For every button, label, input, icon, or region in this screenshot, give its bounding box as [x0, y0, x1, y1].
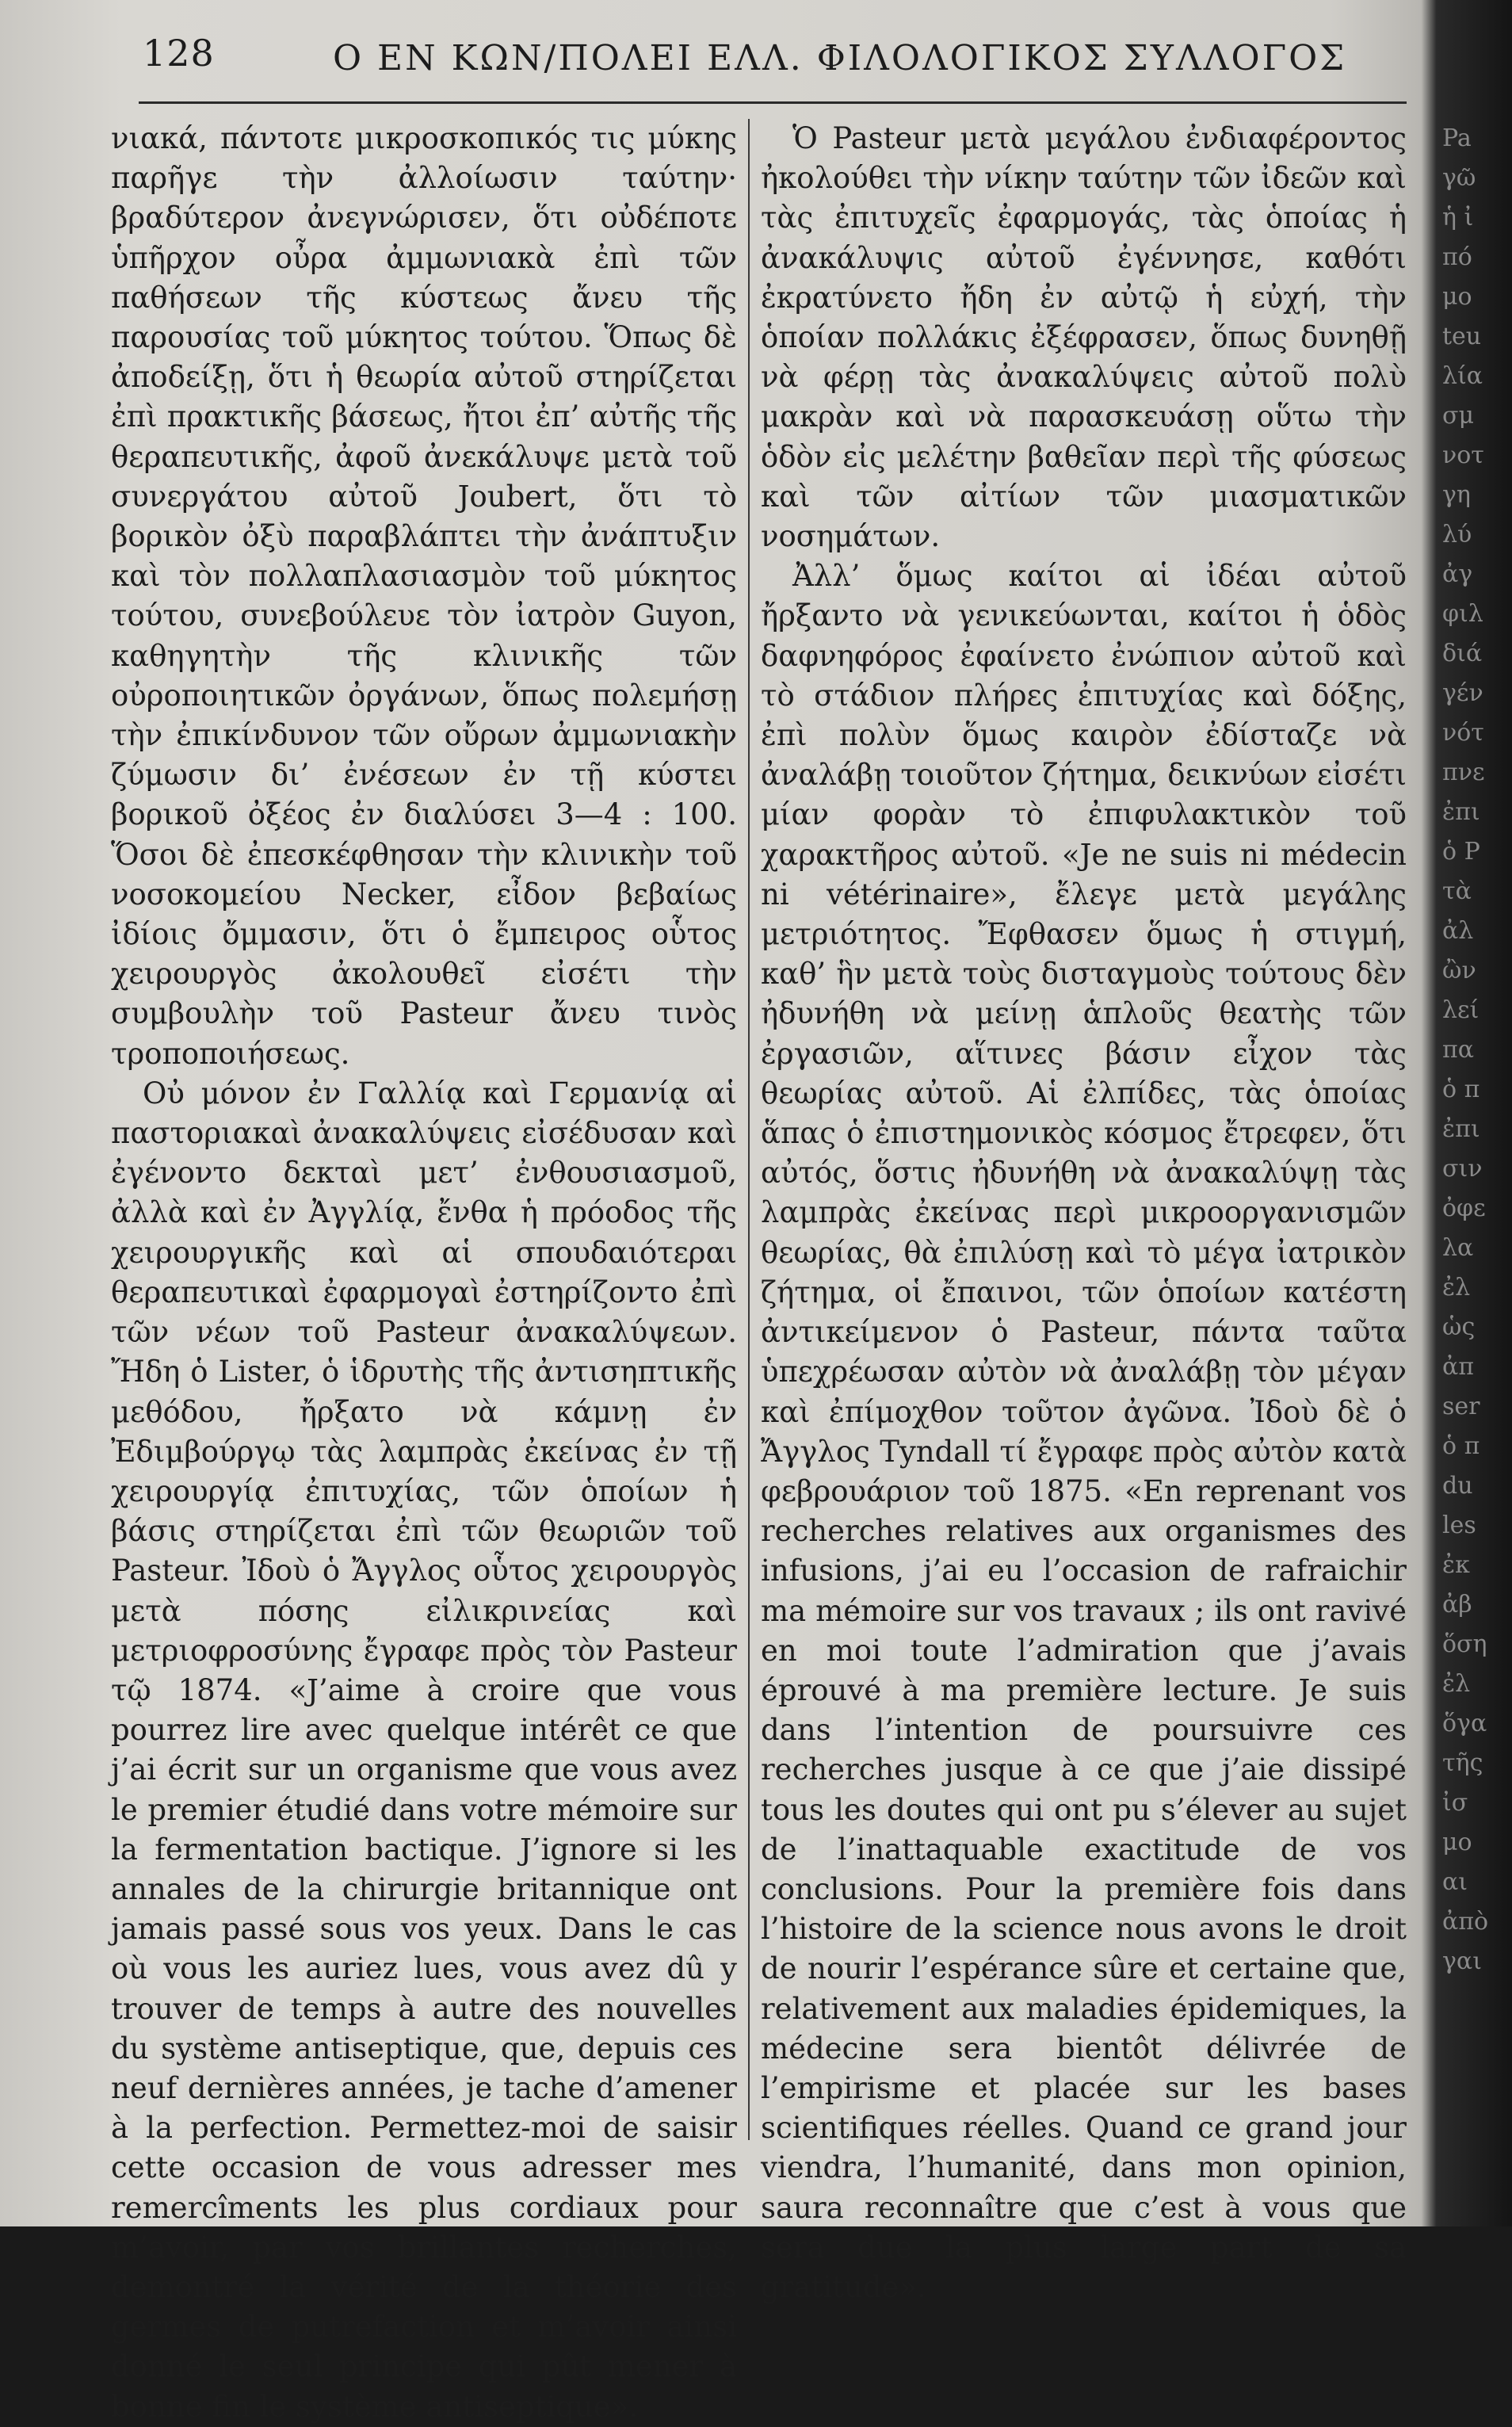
adjacent-page-fragment: πό: [1442, 243, 1472, 271]
adjacent-page-fragment: ἐκ: [1442, 1551, 1470, 1579]
adjacent-page-fragment: Pa: [1442, 124, 1472, 152]
running-title: Ο ΕΝ ΚΩΝ/ΠΟΛΕΙ ΕΛΛ. ΦΙΛΟΛΟΓΙΚΟΣ ΣΥΛΛΟΓΟΣ: [333, 38, 1347, 78]
adjacent-page-fragment: ὀφε: [1442, 1194, 1486, 1222]
adjacent-page-fragment: ὁ π: [1442, 1432, 1480, 1460]
adjacent-page-fragment: νότ: [1442, 719, 1484, 747]
left-column: [111, 119, 737, 2427]
adjacent-page-fragment: ἀπ: [1442, 1353, 1474, 1381]
page-header: [143, 32, 1411, 95]
left-paragraph-1: νιακά, πάντοτε μικροσκοπικός τις μύκης παρῆγε τὴν ἀλλοίωσιν ταύτην· βραδύτερον ἀνεγνώρισεν, ὅτι οὐδέποτε ὑπῆρχον οὖρα ἀμμωνιακὰ ἐπὶ τῶν παθήσεων τῆς κύστεως ἄνευ τῆς παρουσίας τοῦ μύκητος τούτου. Ὅπως δὲ ἀποδείξῃ, ὅτι ἡ θεωρία αὐτοῦ στηρίζεται ἐπὶ πρακτικῆς βάσεως, ἤτοι ἐπ’ αὐτῆς τῆς θεραπευτικῆς, ἀφοῦ ἀνεκάλυψε μετὰ τοῦ συνεργάτου αὐτοῦ Joubert, ὅτι τὸ βορικὸν ὀξὺ παραβλάπτει τὴν ἀνάπτυξιν καὶ τὸν πολλαπλασιασμὸν τοῦ μύκητος τούτου, συνεβούλευε τὸν ἰατρὸν Guyon, καθηγητὴν τῆς κλινικῆς τῶν οὐροποιητικῶν ὀργάνων, ὅπως πολεμήσῃ τὴν ἐπικίνδυνον τῶν οὔρων ἀμμωνιακὴν ζύμωσιν δι’ ἐνέσεων ἐν τῇ κύστει βορικοῦ ὀξέος ἐν διαλύσει 3—4 : 100. Ὅσοι δὲ ἐπεσκέφθησαν τὴν κλινικὴν τοῦ νοσοκομείου Necker, εἶδον βεβαίως ἰδίοις ὄμμασιν, ὅτι ὁ ἔμπειρος οὗτος χειρουργὸς ἀκολουθεῖ εἰσέτι τὴν συμβουλὴν τοῦ Pasteur ἄνευ τινὸς τροποποιήσεως.: [111, 121, 737, 1071]
adjacent-page-fragment: du: [1442, 1472, 1473, 1500]
adjacent-page-fragment: ἀγ: [1442, 560, 1473, 588]
adjacent-page-fragment: νοτ: [1442, 441, 1484, 469]
adjacent-page-fragment: ὁ π: [1442, 1076, 1480, 1103]
adjacent-page-fragment: ὢν: [1442, 957, 1476, 984]
adjacent-page-fragment: πνε: [1442, 759, 1485, 786]
adjacent-page-fragment: ἀβ: [1442, 1591, 1472, 1619]
right-paragraph-2: Ἀλλ’ ὅμως καίτοι αἱ ἰδέαι αὐτοῦ ἤρξαντο νὰ γενικεύωνται, καίτοι ἡ ὁδὸς δαφνηφόρος ἐφαίνετο ἐνώπιον αὐτοῦ καὶ τὸ στάδιον πλήρες ἐπιτυχίας καὶ δόξης, ἐπὶ πολὺν ὅμως καιρὸν ἐδίσταζε νὰ ἀναλάβῃ τοιοῦτον ζήτημα, δεικνύων εἰσέτι μίαν φορὰν τὸ ἐπιφυλακτικὸν τοῦ χαρακτῆρος αὐτοῦ. «Je ne suis ni médecin ni vétérinaire», ἔλεγε μετὰ μεγάλης μετριότητος. Ἔφθασεν ὅμως ἡ στιγμή, καθ’ ἣν μετὰ τοὺς δισταγμοὺς τούτους δὲν ἠδυνήθη νὰ μείνῃ ἁπλοῦς θεατὴς τῶν ἐργασιῶν, αἵτινες βάσιν εἶχον τὰς θεωρίας αὐτοῦ. Αἱ ἐλπίδες, τὰς ὁποίας ἅπας ὁ ἐπιστημονικὸς κόσμος ἔτρεφεν, ὅτι αὐτός, ὅστις ἠδυνήθη νὰ ἀνακαλύψῃ τὰς λαμπρὰς ἐκείνας περὶ μικροοργανισμῶν θεωρίας, θὰ ἐπιλύσῃ καὶ τὸ μέγα ἰατρικὸν ζήτημα, οἱ ἔπαινοι, τῶν ὁποίων κατέστη ἀντικείμενον ὁ Pasteur, πάντα ταῦτα ὑπεχρέωσαν αὐτὸν νὰ ἀναλάβῃ τὸν μέγαν καὶ ἐπίμοχθον τοῦτον ἀγῶνα. Ἰδοὺ δὲ ὁ Ἄγγλος Tyndall τί ἔγραφε πρὸς αὐτὸν κατὰ φεβρουάριον τοῦ 1875. «En reprenant vos recherches relatives aux organismes des infusions, j’ai eu l’occasion de rafraichir ma mémoire sur vos travaux ; ils ont ravivé en moi toute l’admiration que j’avais éprouvé à ma première lecture. Je suis dans l’intention de poursuivre ces recherches jusque à ce que j’aie dissipé tous les doutes qui ont pu s’élever au sujet de l’inattaquable exactitude de vos conclusions. Pour la première fois dans l’histoire de la science nous avons le droit de nourir l’espérance sûre et certaine que, relativement aux maladies épidemiques, la médecine sera bientôt délivrée de l’empirisme et placée sur les bases scientifiques réelles. Quand ce grand jour viendra, l’humanité, dans mon opinion, saura reconnaître que c’est à vous que sera due la plus large part de sa gratitude».: [761, 559, 1407, 2304]
adjacent-page-fragment: γῶ: [1442, 164, 1476, 192]
adjacent-page-fragment: λα: [1442, 1234, 1474, 1262]
adjacent-page-fragment: ἐλ: [1442, 1274, 1471, 1301]
adjacent-page-fragment: teu: [1442, 323, 1482, 350]
header-rule: [139, 101, 1407, 104]
adjacent-page-fragment: διά: [1442, 640, 1483, 667]
adjacent-page-fragment: γέν: [1442, 679, 1483, 707]
adjacent-page-fragment: ἡ ἰ: [1442, 204, 1474, 231]
adjacent-page-fragment: les: [1442, 1512, 1476, 1539]
adjacent-page-fragment: λεί: [1442, 996, 1480, 1024]
adjacent-page-fragment: μο: [1442, 1829, 1472, 1856]
adjacent-page-fragment: σμ: [1442, 402, 1474, 430]
adjacent-page-fragment: ὅγα: [1442, 1710, 1487, 1737]
adjacent-page-fragment: αι: [1442, 1868, 1468, 1896]
right-column: [761, 119, 1407, 2307]
adjacent-page-fragment: λία: [1442, 362, 1483, 390]
column-divider: [748, 119, 750, 2140]
adjacent-page-fragment: ὁ Ρ: [1442, 838, 1480, 866]
adjacent-page-fragment: ἐλ: [1442, 1670, 1471, 1698]
adjacent-page-fragment: φιλ: [1442, 600, 1483, 628]
adjacent-page-fragment: πα: [1442, 1036, 1474, 1064]
adjacent-page-fragment: γη: [1442, 481, 1471, 509]
adjacent-page-fragment: ὅση: [1442, 1630, 1487, 1658]
adjacent-page-fragment: ἰσ: [1442, 1789, 1468, 1817]
right-paragraph-1: Ὁ Pasteur μετὰ μεγάλου ἐνδιαφέροντος ἠκολούθει τὴν νίκην ταύτην τῶν ἰδεῶν καὶ τὰς ἐπιτυχεῖς ἐφαρμογάς, τὰς ὁποίας ἡ ἀνακάλυψις αὐτοῦ ἐγέννησε, καθότι ἐκρατύνετο ἤδη ἐν αὐτῷ ἡ εὐχή, τὴν ὁποίαν πολλάκις ἐξέφρασεν, ὅπως δυνηθῇ νὰ φέρῃ τὰς ἀνακαλύψεις αὐτοῦ πολὺ μακρὰν καὶ νὰ παρασκευάσῃ οὕτω τὴν ὁδὸν εἰς μελέτην βαθεῖαν περὶ τῆς φύσεως καὶ τῶν αἰτίων τῶν μιασματικῶν νοσημάτων.: [761, 121, 1407, 554]
adjacent-page-fragment: ἐπι: [1442, 798, 1480, 826]
adjacent-page-fragment: ser: [1442, 1393, 1480, 1420]
adjacent-page-fragment: μο: [1442, 283, 1472, 311]
adjacent-page-fragment: ἀλ: [1442, 917, 1474, 945]
adjacent-page-fragment: τὰ: [1442, 877, 1472, 905]
adjacent-page-fragment: ἀπὸ: [1442, 1908, 1489, 1936]
adjacent-page-edge: [1442, 119, 1512, 2180]
page-number: 128: [143, 32, 215, 75]
adjacent-page-fragment: γαι: [1442, 1947, 1482, 1975]
adjacent-page-fragment: τῆς: [1442, 1749, 1483, 1777]
adjacent-page-fragment: ὡς: [1442, 1313, 1476, 1341]
adjacent-page-fragment: λύ: [1442, 521, 1472, 548]
adjacent-page-fragment: σιν: [1442, 1155, 1483, 1183]
left-paragraph-2: Οὐ μόνον ἐν Γαλλίᾳ καὶ Γερμανίᾳ αἱ παστοριακαὶ ἀνακαλύψεις εἰσέδυσαν καὶ ἐγένοντο δεκταὶ μετ’ ἐνθουσιασμοῦ, ἀλλὰ καὶ ἐν Ἀγγλίᾳ, ἔνθα ἡ πρόοδος τῆς χειρουργικῆς καὶ αἱ σπουδαιότεραι θεραπευτικαὶ ἐφαρμογαὶ ἐστηρίζοντο ἐπὶ τῶν νέων τοῦ Pasteur ἀνακαλύψεων. Ἤδη ὁ Lister, ὁ ἱδρυτὴς τῆς ἀντισηπτικῆς μεθόδου, ἤρξατο νὰ κάμνῃ ἐν Ἐδιμβούργῳ τὰς λαμπρὰς ἐκείνας ἐν τῇ χειρουργίᾳ ἐπιτυχίας, τῶν ὁποίων ἡ βάσις στηρίζεται ἐπὶ τῶν θεωριῶν τοῦ Pasteur. Ἰδοὺ ὁ Ἄγγλος οὗτος χειρουργὸς μετὰ πόσης εἰλικρινείας καὶ μετριοφροσύνης ἔγραφε πρὸς τὸν Pasteur τῷ 1874. «J’aime à croire que vous pourrez lire avec quelque intérêt ce que j’ai écrit sur un organisme que vous avez le premier étudié dans votre mémoire sur la fermentation bactique. J’ignore si les annales de la chirurgie britannique ont jamais passé sous vos yeux. Dans le cas où vous les auriez lues, vous avez dû y trouver de temps à autre des nouvelles du système antiseptique, que, depuis ces neuf dernières années, je tache d’amener à la perfection. Permettez-moi de saisir cette occasion de vous adresser mes remercîments les plus cordiaux pour m’avoir, par vos brillantes recherches, demontré la vérité de la théorie des germes de putrefaction et m’avoir ainsi donné le seul principe qui pût mener à bonne fin le système antiseptique».: [111, 1076, 737, 2424]
adjacent-page-fragment: ἐπι: [1442, 1115, 1480, 1143]
